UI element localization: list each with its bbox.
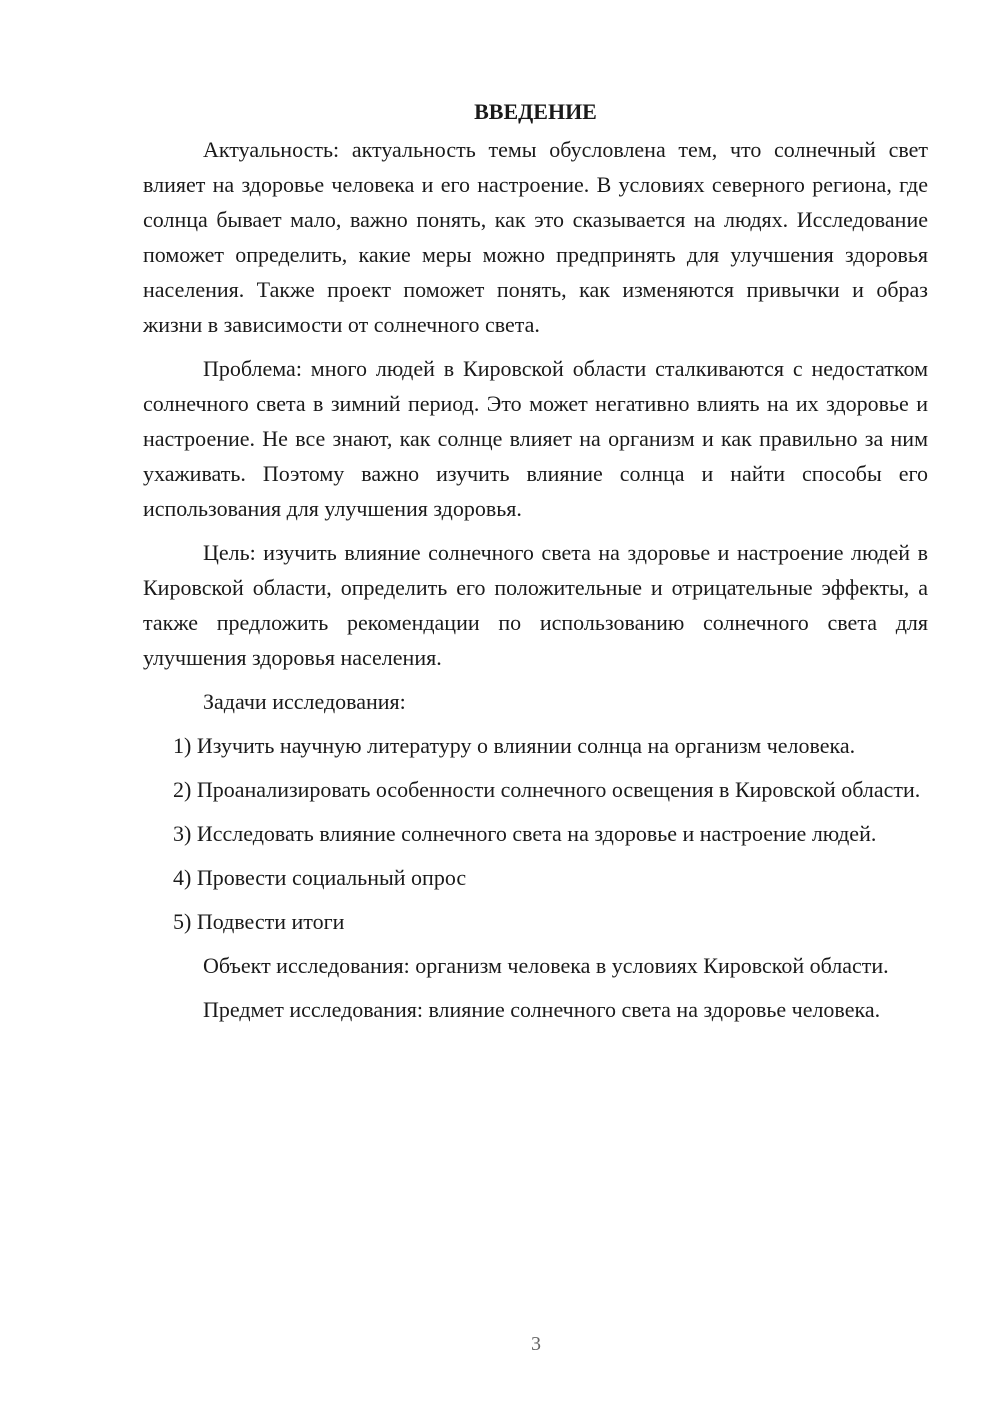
object-paragraph: Объект исследования: организм человека в условиях Кировской области.: [203, 953, 889, 978]
task-item: 2) Проанализировать особенности солнечного освещения в Кировской области.: [173, 777, 921, 802]
problem-paragraph: Проблема: много людей в Кировской области сталкиваются с недостатком солнечного света в зимний период. Это может негативно влиять на их здоровье и настроение. Не все знают, как солнце влияет на организм и как правильно за ним ухаживать. Поэтому важно изучить влияние солнца и найти способы его использования для улучшения здоровья.: [143, 356, 928, 521]
task-item: 5) Подвести итоги: [173, 909, 345, 934]
task-item: 1) Изучить научную литературу о влиянии солнца на организм человека.: [173, 733, 856, 758]
tasks-heading: Задачи исследования:: [203, 689, 406, 714]
page-content: [143, 98, 928, 1036]
goal-paragraph: Цель: изучить влияние солнечного света на здоровье и настроение людей в Кировской области, определить его положительные и отрицательные эффекты, а также предложить рекомендации по использованию солнечного света для улучшения здоровья населения.: [143, 540, 928, 670]
subject-paragraph: Предмет исследования: влияние солнечного света на здоровье человека.: [203, 997, 881, 1022]
task-item: 4) Провести социальный опрос: [173, 865, 467, 890]
page-number: 3: [531, 1333, 541, 1355]
relevance-paragraph: Актуальность: актуальность темы обусловлена тем, что солнечный свет влияет на здоровье человека и его настроение. В условиях северного региона, где солнца бывает мало, важно понять, как это сказывается на людях. Исследование поможет определить, какие меры можно предпринять для улучшения здоровья населения. Также проект поможет понять, как изменяются привычки и образ жизни в зависимости от солнечного света.: [143, 137, 928, 337]
page-title: ВВЕДЕНИЕ: [474, 99, 597, 124]
task-item: 3) Исследовать влияние солнечного света на здоровье и настроение людей.: [173, 821, 877, 846]
